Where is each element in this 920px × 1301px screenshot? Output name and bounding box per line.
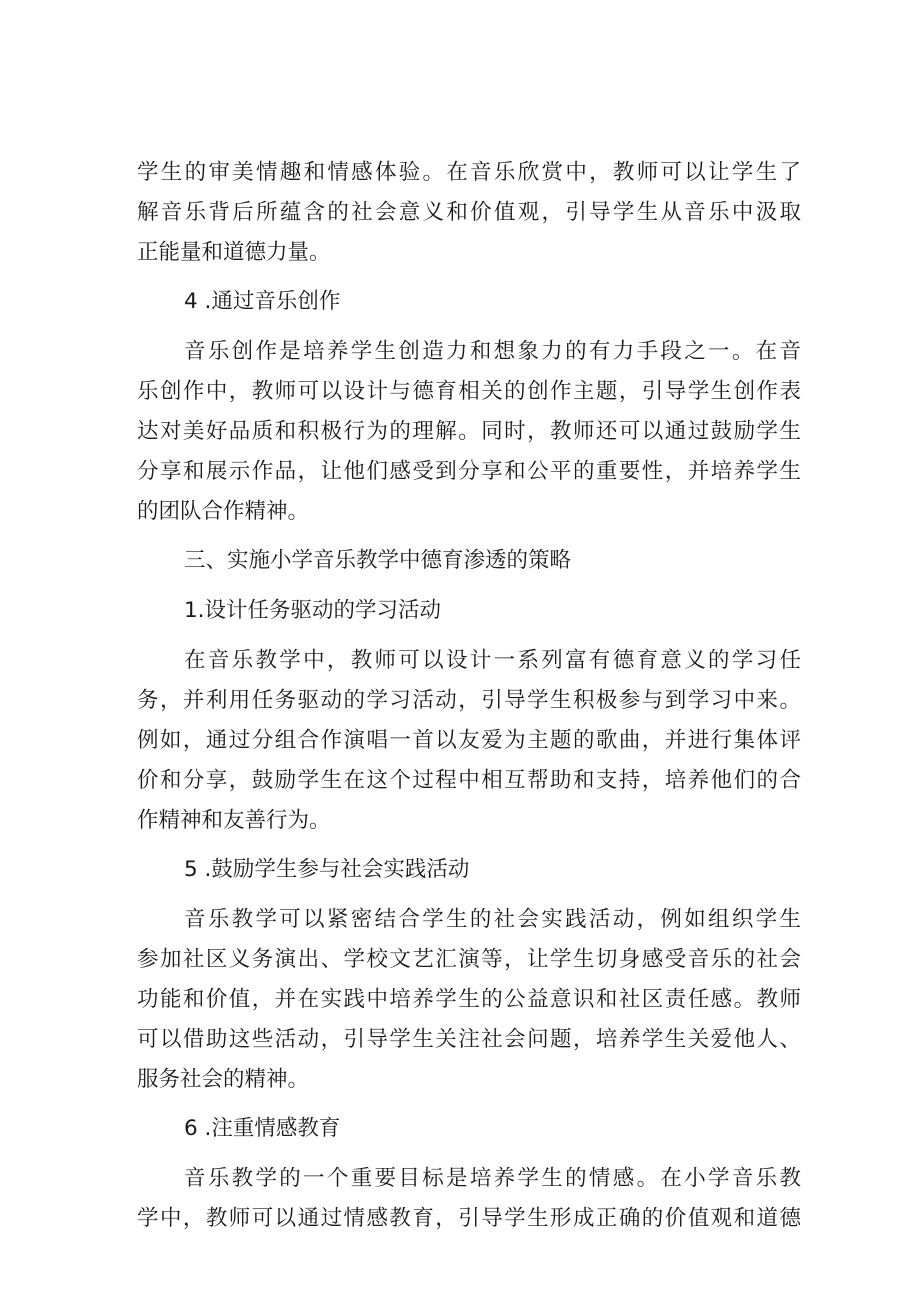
paragraph-line: 功能和价值，并在实践中培养学生的公益意识和社区责任感。教师	[137, 987, 801, 1012]
paragraph-line: 乐创作中，教师可以设计与德育相关的创作主题，引导学生创作表	[137, 379, 801, 404]
paragraph-line: 例如，通过分组合作演唱一首以友爱为主题的歌曲，并进行集体评	[137, 728, 801, 753]
paragraph-line: 音乐教学可以紧密结合学生的社会实践活动，例如组织学生	[184, 907, 801, 932]
paragraph-line: 在音乐教学中，教师可以设计一系列富有德育意义的学习任	[184, 648, 801, 673]
paragraph-line: 学中，教师可以通过情感教育，引导学生形成正确的价值观和道德	[137, 1206, 801, 1231]
paragraph-line: 音乐创作是培养学生创造力和想象力的有力手段之一。在音	[184, 339, 801, 364]
paragraph-line: 的团队合作精神。	[137, 499, 310, 524]
paragraph-line: 正能量和道德力量。	[137, 240, 331, 265]
paragraph-line: 解音乐背后所蕴含的社会意义和价值观，引导学生从音乐中汲取	[137, 200, 801, 225]
paragraph-line: 服务社会的精神。	[137, 1067, 310, 1092]
paragraph-line: 参加社区义务演出、学校文艺汇演等，让学生切身感受音乐的社会	[137, 947, 801, 972]
paragraph-line: 务，并利用任务驱动的学习活动，引导学生积极参与到学习中来。	[137, 688, 801, 713]
section-heading-5: 5 .鼓励学生参与社会实践活动	[184, 857, 470, 882]
paragraph-line: 价和分享，鼓励学生在这个过程中相互帮助和支持，培养他们的合	[137, 768, 801, 793]
paragraph-line: 学生的审美情趣和情感体验。在音乐欣赏中，教师可以让学生了	[137, 160, 801, 185]
paragraph-line: 可以借助这些活动，引导学生关注社会问题，培养学生关爱他人、	[137, 1027, 801, 1052]
paragraph-line: 分享和展示作品，让他们感受到分享和公平的重要性，并培养学生	[137, 459, 801, 484]
chapter-heading-3: 三、实施小学音乐教学中德育渗透的策略	[184, 548, 572, 573]
section-heading-1: 1.设计任务驱动的学习活动	[184, 598, 442, 623]
paragraph-line: 音乐教学的一个重要目标是培养学生的情感。在小学音乐教	[184, 1166, 801, 1191]
paragraph-line: 作精神和友善行为。	[137, 808, 331, 833]
section-heading-4: 4 .通过音乐创作	[184, 289, 341, 314]
section-heading-6: 6 .注重情感教育	[184, 1116, 341, 1141]
paragraph-line: 达对美好品质和积极行为的理解。同时，教师还可以通过鼓励学生	[137, 419, 801, 444]
